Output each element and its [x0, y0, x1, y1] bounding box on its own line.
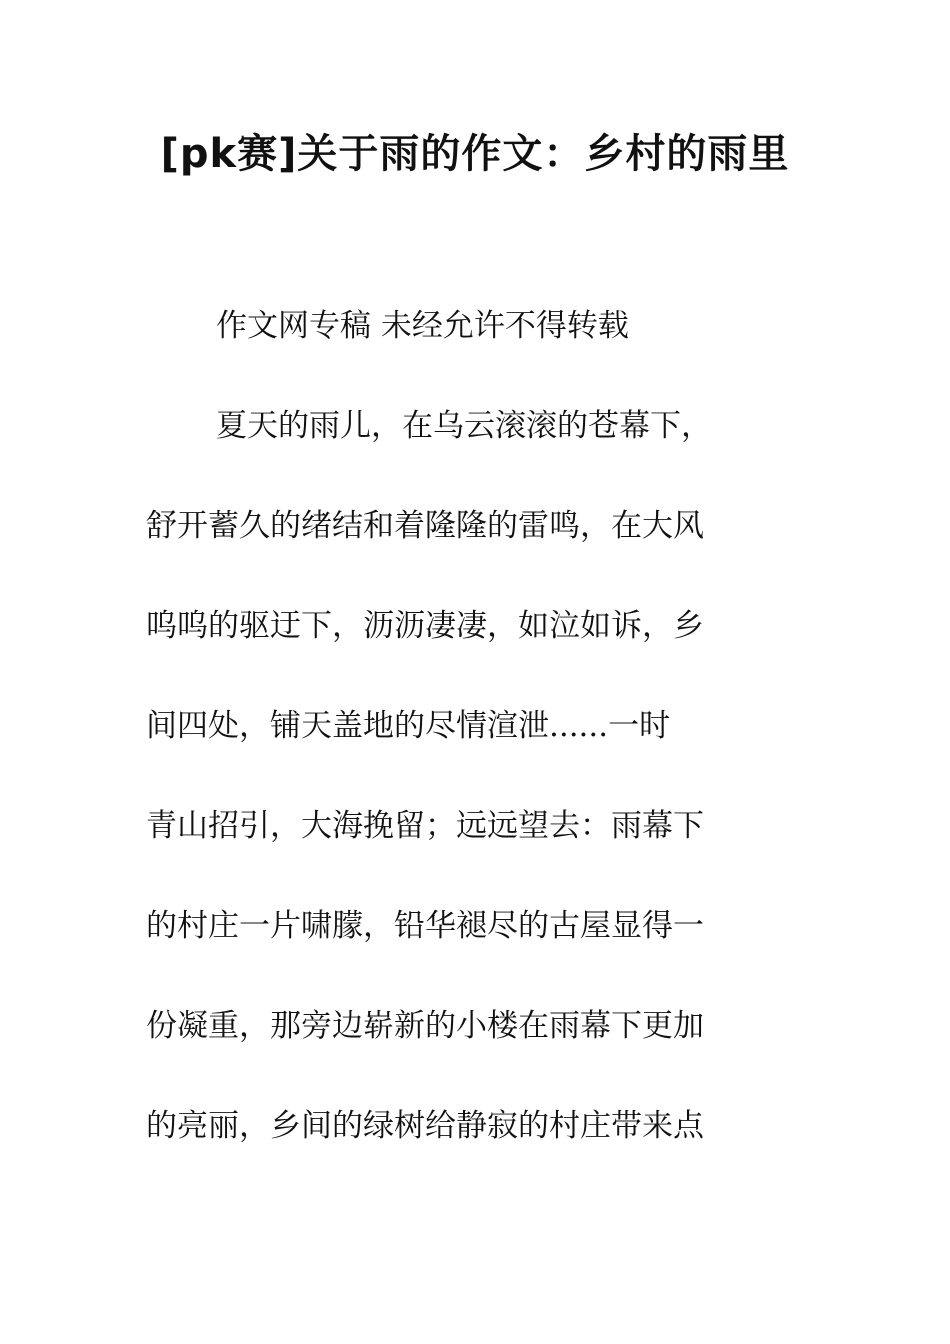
copyright-notice: 作文网专稿 未经允许不得转载 [216, 308, 629, 344]
paragraph-line: 青山招引，大海挽留；远远望去：雨幕下 [146, 808, 704, 844]
paragraph-line: 份凝重，那旁边崭新的小楼在雨幕下更加 [146, 1008, 704, 1044]
paragraph-line: 的村庄一片啸朦，铅华褪尽的古屋显得一 [146, 908, 704, 944]
document-title: [pk赛]关于雨的作文：乡村的雨里 [160, 131, 790, 177]
paragraph-line: 呜呜的驱迂下，沥沥凄凄，如泣如诉，乡 [146, 608, 704, 644]
paragraph-line: 的亮丽，乡间的绿树给静寂的村庄带来点 [146, 1108, 704, 1144]
paragraph-line: 夏天的雨儿，在乌云滚滚的苍幕下， [216, 408, 712, 444]
paragraph-line: 间四处，铺天盖地的尽情渲泄......一时 [146, 708, 671, 744]
paragraph-line: 舒开蓄久的绪结和着隆隆的雷鸣，在大风 [146, 508, 704, 544]
